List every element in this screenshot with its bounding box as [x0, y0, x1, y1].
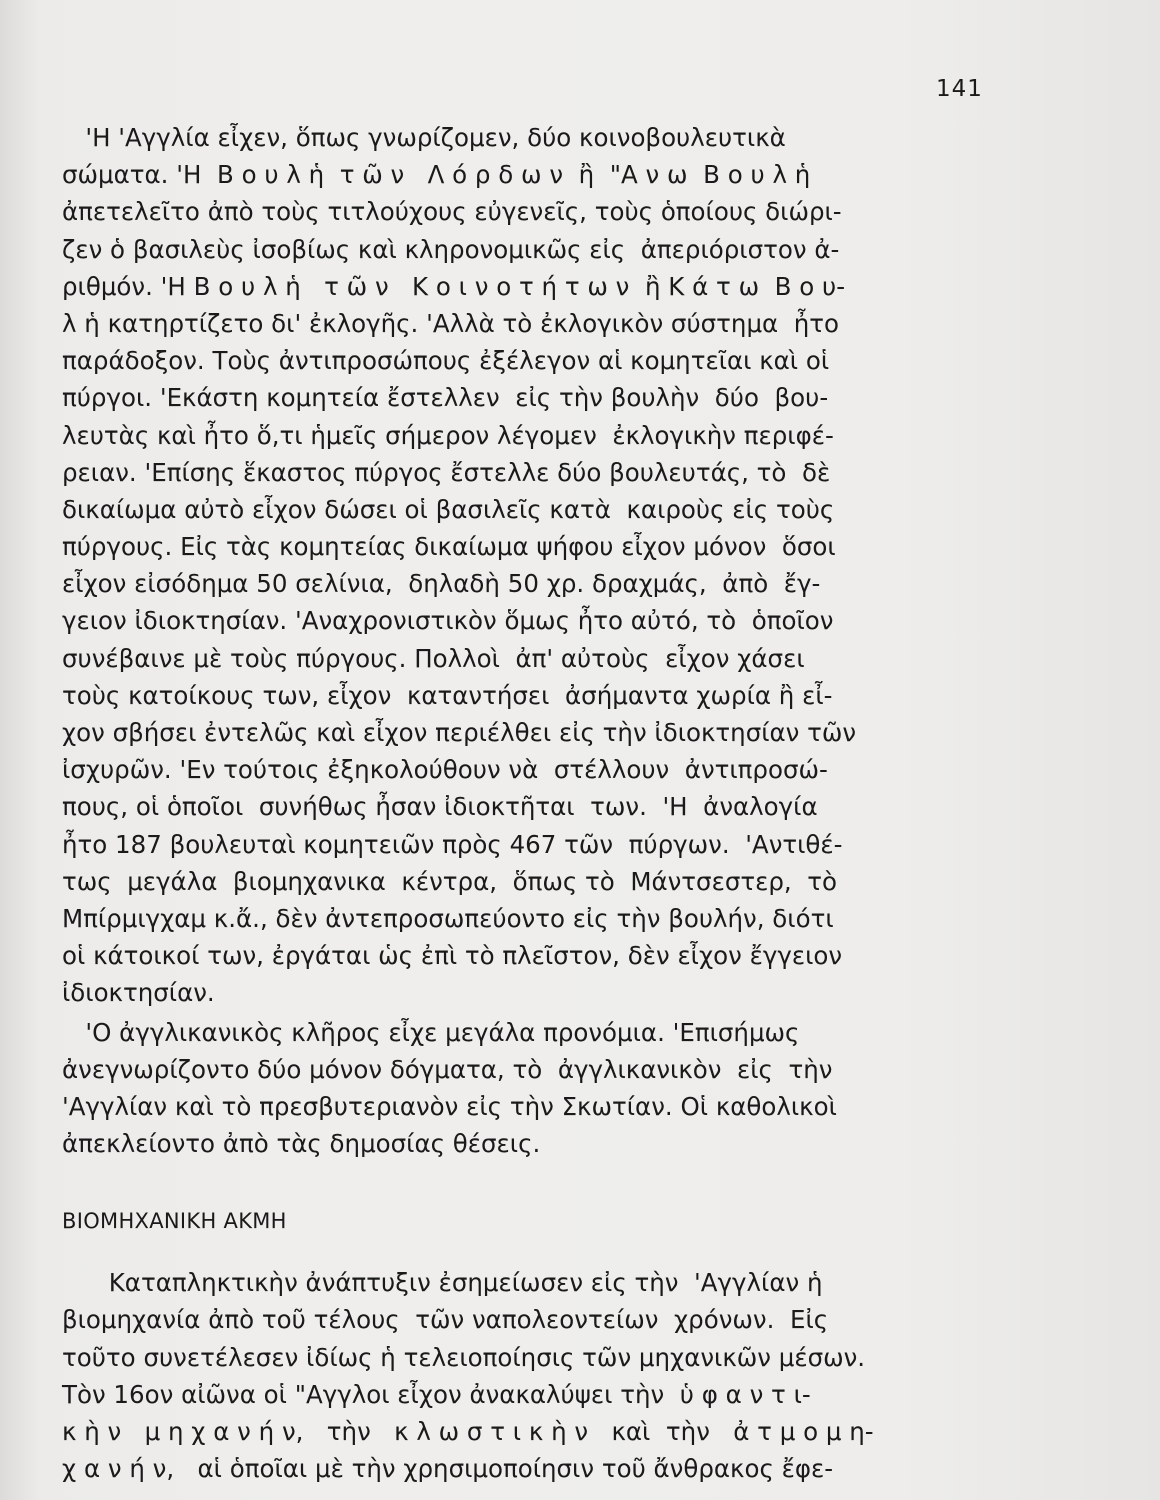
paragraph-industry — [62, 1264, 1122, 1487]
text-line: λ ἡ κατηρτίζετο δι' ἐκλογῆς. 'Αλλὰ τὸ ἐκλογικὸν σύστημα ἦτο — [62, 308, 840, 338]
text-line: ἀπετελεῖτο ἀπὸ τοὺς τιτλούχους εὐγενεῖς, τοὺς ὁποίους διώρι- — [62, 197, 842, 227]
text-line: ριθμόν. 'Η Β ο υ λ ἡ τ ῶ ν Κ ο ι ν ο τ ή τ ω ν ἢ Κ ά τ ω Β ο υ- — [62, 271, 846, 301]
text-line: πους, οἱ ὁποῖοι συνήθως ἦσαν ἰδιοκτῆται των. 'Η ἀναλογία — [62, 792, 818, 822]
paragraph-parliament — [62, 119, 1122, 1012]
text-line: 'Η 'Αγγλία εἶχεν, ὅπως γνωρίζομεν, δύο κοινοβουλευτικὰ — [62, 123, 786, 152]
text-line: τοὺς κατοίκους των, εἶχον καταντήσει ἀσήμαντα χωρία ἢ εἶ- — [62, 680, 833, 710]
text-line: πύργους. Εἰς τὰς κομητείας δικαίωμα ψήφου εἶχον μόνον ὅσοι — [62, 532, 836, 562]
text-line: ζεν ὁ βασιλεὺς ἰσοβίως καὶ κληρονομικῶς εἰς ἀπεριόριστον ἀ- — [62, 234, 840, 264]
text-line: ρειαν. 'Επίσης ἕκαστος πύργος ἔστελλε δύο βουλευτάς, τὸ δὲ — [62, 457, 831, 487]
text-line: χ α ν ή ν, αἱ ὁποῖαι μὲ τὴν χρησιμοποίησιν τοῦ ἄνθρακος ἔφε- — [62, 1454, 834, 1484]
text-line: βιομηχανία ἀπὸ τοῦ τέλους τῶν ναπολεοντείων χρόνων. Εἰς — [62, 1305, 829, 1335]
paragraph-church — [62, 1014, 1122, 1163]
text-line: γειον ἰδιοκτησίαν. 'Αναχρονιστικὸν ὅμως ἦτο αὐτό, τὸ ὁποῖον — [62, 606, 834, 636]
text-line: ἀπεκλείοντο ἀπὸ τὰς δημοσίας θέσεις. — [62, 1129, 541, 1159]
text-line: ἰσχυρῶν. 'Εν τούτοις ἐξηκολούθουν νὰ στέλλουν ἀντιπροσώ- — [62, 755, 828, 785]
text-line: Μπίρμιγχαμ κ.ἄ., δὲν ἀντεπροσωπεύοντο εἰς τὴν βουλήν, διότι — [62, 903, 834, 933]
body-text — [62, 119, 1122, 1487]
text-line: ἦτο 187 βουλευταὶ κομητειῶν πρὸς 467 τῶν πύργων. 'Αντιθέ- — [62, 829, 843, 859]
text-line: παράδοξον. Τοὺς ἀντιπροσώπους ἐξέλεγον αἱ κομητεῖαι καὶ οἱ — [62, 346, 830, 376]
text-line: 'Αγγλίαν καὶ τὸ πρεσβυτεριανὸν εἰς τὴν Σκωτίαν. Οἱ καθολικοὶ — [62, 1091, 837, 1121]
text-line: τως μεγάλα βιομηχανικα κέντρα, ὅπως τὸ Μάντσεστερ, τὸ — [62, 866, 837, 896]
text-line: τοῦτο συνετέλεσεν ἰδίως ἡ τελειοποίησις τῶν μηχανικῶν μέσων. — [62, 1342, 866, 1372]
text-line: χον σβήσει ἐντελῶς καὶ εἶχον περιέλθει εἰς τὴν ἰδιοκτησίαν τῶν — [62, 718, 857, 747]
text-line: δικαίωμα αὐτὸ εἶχον δώσει οἱ βασιλεῖς κατὰ καιροὺς εἰς τοὺς — [62, 494, 835, 524]
text-line: σώματα. 'Η Β ο υ λ ἡ τ ῶ ν Λ ό ρ δ ω ν ἢ "Α ν ω Β ο υ λ ἡ — [62, 160, 811, 190]
section-heading: ΒΙΟΜΗΧΑΝΙΚΗ ΑΚΜΗ — [62, 1209, 287, 1234]
text-line: ἰδιοκτησίαν. — [62, 978, 215, 1008]
text-line: πύργοι. 'Εκάστη κομητεία ἔστελλεν εἰς τὴν βουλὴν δύο βου- — [62, 383, 829, 413]
text-line: Καταπληκτικὴν ἀνάπτυξιν ἐσημείωσεν εἰς τὴν 'Αγγλίαν ἡ — [62, 1268, 823, 1298]
text-line: ἀνεγνωρίζοντο δύο μόνον δόγματα, τὸ ἀγγλικανικὸν εἰς τὴν — [62, 1054, 833, 1084]
text-line: 'Ο ἀγγλικανικὸς κλῆρος εἶχε μεγάλα προνόμια. 'Επισήμως — [62, 1017, 800, 1047]
text-line: συνέβαινε μὲ τοὺς πύργους. Πολλοὶ ἀπ' αὐτοὺς εἶχον χάσει — [62, 643, 805, 673]
page-number: 141 — [936, 76, 983, 102]
text-line: εἶχον εἰσόδημα 50 σελίνια, δηλαδὴ 50 χρ. δραχμάς, ἀπὸ ἔγ- — [62, 569, 821, 599]
text-line: οἱ κάτοικοί των, ἐργάται ὡς ἐπὶ τὸ πλεῖστον, δὲν εἶχον ἔγγειον — [62, 941, 843, 971]
text-line: Τὸν 16ον αἰῶνα οἱ "Αγγλοι εἶχον ἀνακαλύψει τὴν ὑ φ α ν τ ι- — [62, 1379, 811, 1409]
text-line: λευτὰς καὶ ἦτο ὅ,τι ἡμεῖς σήμερον λέγομεν ἐκλογικὴν περιφέ- — [62, 420, 834, 450]
text-line: κ ὴ ν μ η χ α ν ή ν, τὴν κ λ ω σ τ ι κ ὴ ν καὶ τὴν ἀ τ μ ο μ η- — [62, 1417, 874, 1446]
